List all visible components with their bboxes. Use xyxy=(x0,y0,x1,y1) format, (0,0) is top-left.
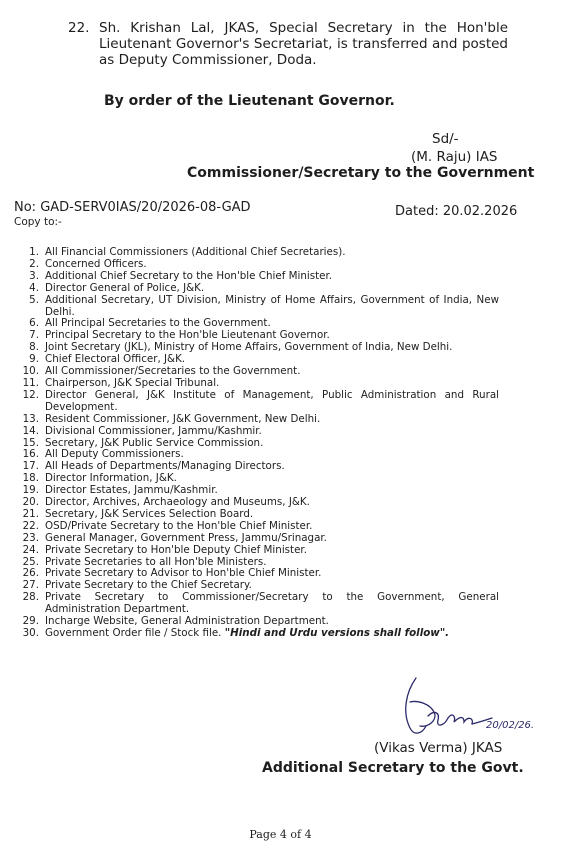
copy-list-number: 29. xyxy=(22,615,39,628)
copy-list xyxy=(14,247,499,640)
copy-list-number: 19. xyxy=(22,484,39,497)
copy-list-text-main: Private Secretary to Hon'ble Deputy Chief Minister. xyxy=(45,543,307,556)
copy-list-text-main: Principal Secretary to the Hon'ble Lieutenant Governor. xyxy=(45,329,330,342)
copy-list-number: 14. xyxy=(22,424,39,437)
copy-list-item xyxy=(14,592,499,616)
copy-list-text-main: Private Secretary to Commissioner/Secretary to the Government, General Administration Department. xyxy=(45,591,499,616)
copy-list-number: 6. xyxy=(29,317,39,330)
copy-list-number: 1. xyxy=(29,246,39,258)
copy-list-text-main: Resident Commissioner, J&K Government, New Delhi. xyxy=(45,412,321,425)
copy-list-number: 22. xyxy=(22,519,39,532)
copy-list-text-main: Chief Electoral Officer, J&K. xyxy=(45,353,186,366)
signatory1-name: (M. Raju) IAS xyxy=(411,149,498,165)
copy-list-text-main: Private Secretary to the Chief Secretary. xyxy=(45,579,252,592)
order-line: By order of the Lieutenant Governor. xyxy=(104,93,395,109)
copy-list-number: 13. xyxy=(22,412,39,425)
copy-list-text-main: All Financial Commissioners (Additional Chief Secretaries). xyxy=(45,246,346,258)
copy-list-number: 21. xyxy=(22,507,39,520)
copy-list-text-main: General Manager, Government Press, Jammu/Srinagar. xyxy=(45,531,327,544)
copy-list-item xyxy=(14,295,499,319)
copy-list-number: 9. xyxy=(29,353,39,366)
signatory1-designation: Commissioner/Secretary to the Government xyxy=(187,165,535,181)
copy-list-text xyxy=(45,295,499,319)
reference-date: Dated: 20.02.2026 xyxy=(395,204,518,219)
copy-list-number: 4. xyxy=(29,281,39,294)
copy-list-number: 16. xyxy=(22,448,39,461)
copy-list-number: 26. xyxy=(22,567,39,580)
copy-list-number: 23. xyxy=(22,531,39,544)
copy-list-item xyxy=(14,390,499,414)
copy-to-label: Copy to:- xyxy=(14,216,62,228)
copy-list-number: 5. xyxy=(29,293,39,306)
copy-list-text-main: Director Information, J&K. xyxy=(45,472,177,485)
copy-list-text-main: Additional Secretary, UT Division, Ministry of Home Affairs, Government of India, New Delhi. xyxy=(45,293,499,318)
page-number: Page 4 of 4 xyxy=(249,828,312,841)
copy-list-text-main: OSD/Private Secretary to the Hon'ble Chief Minister. xyxy=(45,519,313,532)
copy-list-number: 8. xyxy=(29,341,39,354)
copy-list-text-main: Divisional Commissioner, Jammu/Kashmir. xyxy=(45,424,262,437)
copy-list-number: 20. xyxy=(22,496,39,509)
copy-list-text-main: All Heads of Departments/Managing Directors. xyxy=(45,460,285,473)
copy-list-number: 3. xyxy=(29,269,39,282)
copy-list-number: 12. xyxy=(22,388,39,401)
copy-list-text xyxy=(45,592,499,616)
copy-list-text-main: Chairperson, J&K Special Tribunal. xyxy=(45,376,220,389)
copy-list-number: 27. xyxy=(22,579,39,592)
copy-list-number: 11. xyxy=(22,376,39,389)
order-item-22 xyxy=(68,20,508,68)
copy-list-number: 7. xyxy=(29,329,39,342)
copy-list-number: 18. xyxy=(22,472,39,485)
copy-list-text-main: Joint Secretary (JKL), Ministry of Home Affairs, Government of India, New Delhi. xyxy=(45,341,453,354)
copy-list-text-main: Director General, J&K Institute of Management, Public Administration and Rural Development. xyxy=(45,388,499,413)
copy-list-number: 17. xyxy=(22,460,39,473)
copy-list-text-main: All Commissioner/Secretaries to the Government. xyxy=(45,365,301,378)
signatory2-designation: Additional Secretary to the Govt. xyxy=(262,760,524,776)
copy-list-text xyxy=(45,628,499,640)
copy-list-text-main: Private Secretary to Advisor to Hon'ble Chief Minister. xyxy=(45,567,322,580)
copy-list-text-main: Secretary, J&K Public Service Commission. xyxy=(45,436,264,449)
copy-list-text-main: Government Order file / Stock file. xyxy=(45,627,222,639)
copy-list-text-main: Concerned Officers. xyxy=(45,257,147,270)
signatory1-sd: Sd/- xyxy=(432,131,459,147)
item-text: Sh. Krishan Lal, JKAS, Special Secretary in the Hon'ble Lieutenant Governor's Secretariat, is transferred and posted as Deputy Commissioner, Doda. xyxy=(99,20,508,68)
copy-list-number: 30. xyxy=(22,627,39,639)
copy-list-text-main: Secretary, J&K Services Selection Board. xyxy=(45,507,254,520)
copy-list-number: 25. xyxy=(22,555,39,568)
copy-list-text-main: All Principal Secretaries to the Government. xyxy=(45,317,271,330)
copy-list-number: 24. xyxy=(22,543,39,556)
copy-list-number: 15. xyxy=(22,436,39,449)
copy-list-text-main: Director Estates, Jammu/Kashmir. xyxy=(45,484,218,497)
signatory2-name: (Vikas Verma) JKAS xyxy=(374,740,503,756)
copy-list-number: 28. xyxy=(22,591,39,604)
copy-list-number: 2. xyxy=(29,257,39,270)
signature-date: 20/02/26. xyxy=(486,720,535,731)
copy-list-text-main: Additional Chief Secretary to the Hon'ble Chief Minister. xyxy=(45,269,333,282)
copy-list-text-main: Incharge Website, General Administration Department. xyxy=(45,615,329,628)
copy-list-text-main: Director, Archives, Archaeology and Museums, J&K. xyxy=(45,496,310,509)
copy-list-text xyxy=(45,390,499,414)
copy-list-text-main: Director General of Police, J&K. xyxy=(45,281,205,294)
copy-list-text-main: Private Secretaries to all Hon'ble Ministers. xyxy=(45,555,267,568)
copy-list-text-main: All Deputy Commissioners. xyxy=(45,448,184,461)
item-number: 22. xyxy=(68,20,90,36)
copy-list-number: 10. xyxy=(22,365,39,378)
copy-list-item xyxy=(14,628,499,640)
reference-number: No: GAD-SERV0IAS/20/2026-08-GAD xyxy=(14,200,251,215)
copy-list-emphasis: "Hindi and Urdu versions shall follow". xyxy=(224,627,450,639)
